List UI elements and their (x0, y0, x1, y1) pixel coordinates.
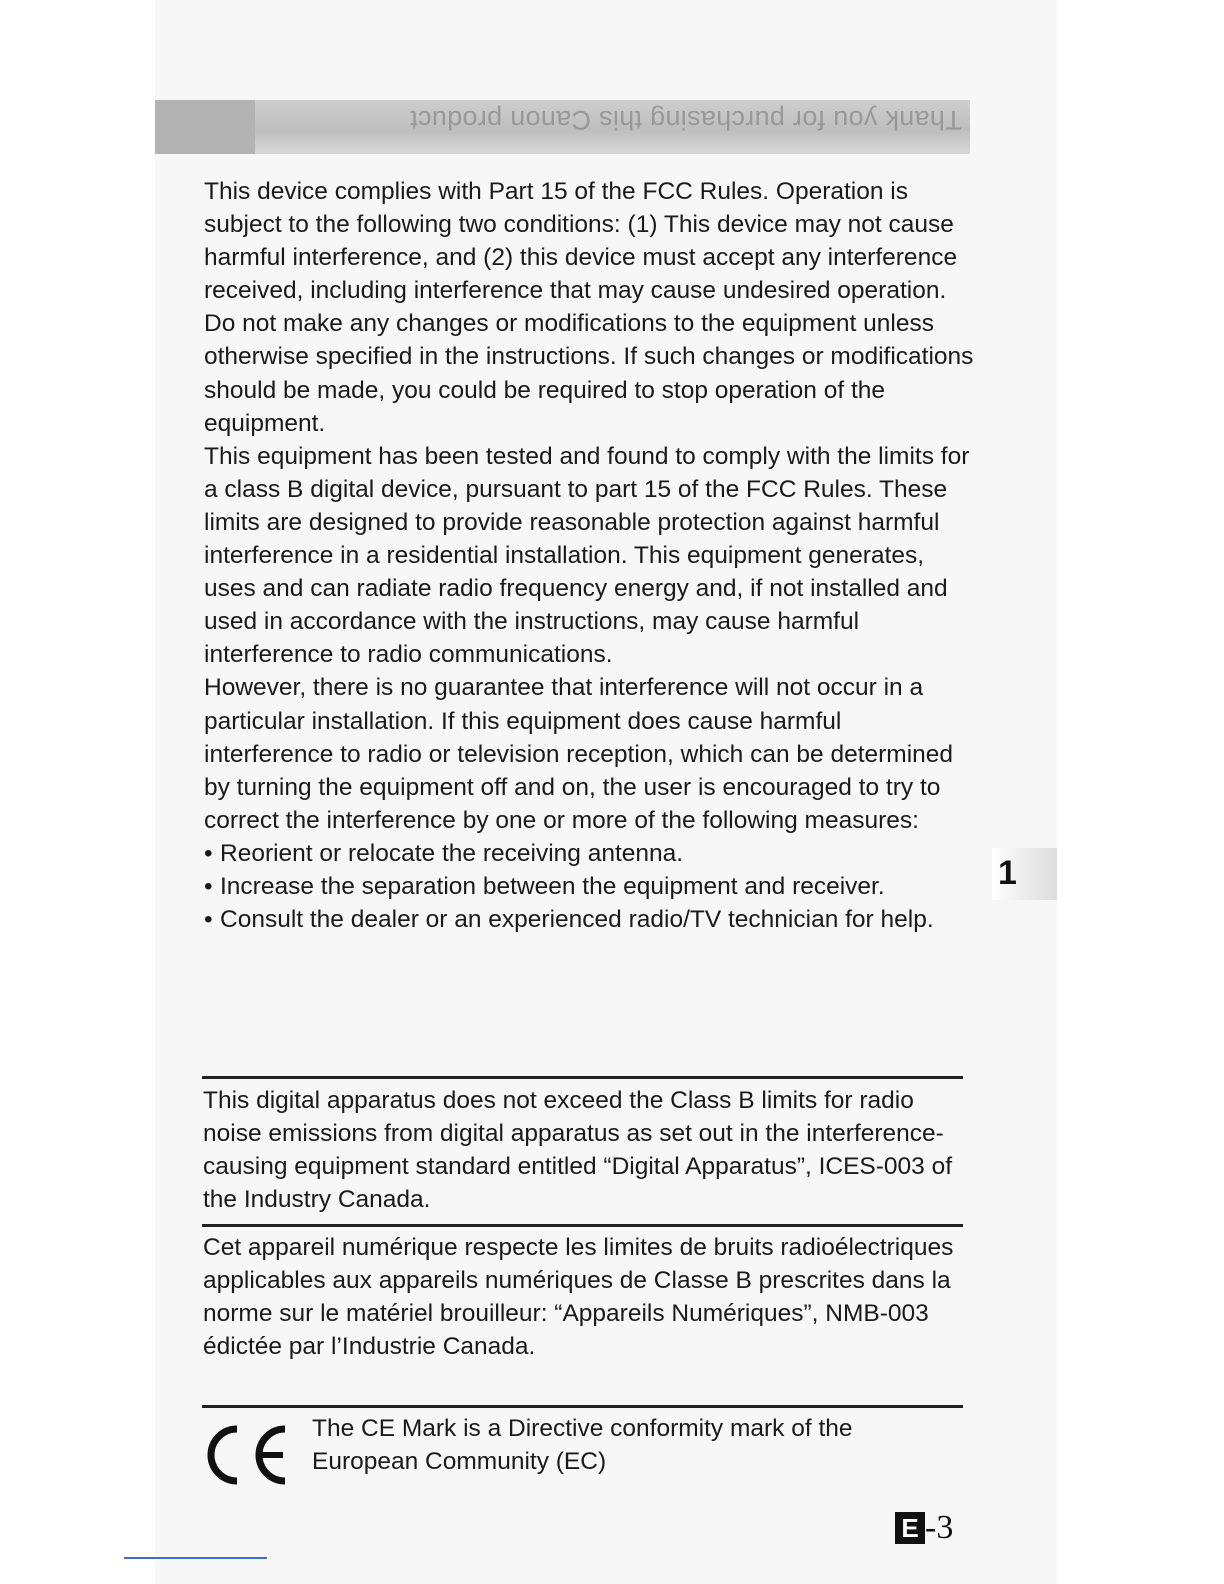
page-number (895, 1510, 953, 1550)
chapter-number: 1 (998, 854, 1017, 892)
list-item (204, 837, 974, 870)
header-corner-tab (155, 100, 255, 154)
list-item (204, 903, 974, 936)
page-prefix-badge: E (895, 1512, 925, 1544)
footer-line (124, 1557, 267, 1559)
fcc-notice (204, 175, 974, 936)
divider (202, 1076, 963, 1079)
chapter-tab (992, 848, 1057, 900)
fcc-paragraph-1: This device complies with Part 15 of the FCC Rules. Operation is subject to the following two conditions: (1) This device may not cause harmful interference, and (2) this device must accept any interference received, including interference that may cause undesired operation. (204, 178, 958, 305)
fcc-paragraph-2: Do not make any changes or modifications to the equipment unless otherwise specified in the instructions. If such changes or modifications should be made, you could be required to stop operation of the equipment. (204, 310, 974, 437)
ce-mark-text: The CE Mark is a Directive conformity mark of the European Community (EC) (312, 1415, 853, 1476)
page-number-value: -3 (925, 1509, 954, 1546)
header-band (155, 100, 970, 154)
divider (202, 1405, 963, 1408)
list-item (204, 870, 974, 903)
divider (202, 1224, 963, 1227)
mirrored-header-title: Thank you for purchasing this Canon product (410, 105, 962, 135)
canada-english-notice: This digital apparatus does not exceed the Class B limits for radio noise emissions from digital apparatus as set out in the interference-causing equipment standard entitled “Digital Apparatus”, ICES-003 of the Industry Canada. (203, 1087, 953, 1214)
fcc-paragraph-3: This equipment has been tested and found to comply with the limits for a class B digital device, pursuant to part 15 of the FCC Rules. These limits are designed to provide reasonable protection against harmful interference in a residential installation. This equipment generates, uses and can radiate radio frequency energy and, if not installed and used in accordance with the instructions, may cause harmful interference to radio communications. (204, 442, 970, 669)
fcc-measures-list (204, 837, 974, 936)
fcc-paragraph-4: However, there is no guarantee that interference will not occur in a particular installation. If this equipment does cause harmful interference to radio or television reception, which can be determined by turning the equipment off and on, the user is encouraged to try to correct the interference by one or more of the following measures: (204, 674, 954, 834)
list-item-text: Reorient or relocate the receiving antenna. (220, 839, 684, 867)
bullet-icon: • (204, 906, 213, 934)
list-item-text: Increase the separation between the equipment and receiver. (220, 872, 885, 900)
bullet-icon: • (204, 839, 213, 867)
canada-french-notice: Cet appareil numérique respecte les limites de bruits radioélectriques applicables aux appareils numériques de Classe B prescrites dans la norme sur le matériel brouilleur: “Appareils Numériques”, NMB-003 édictée par l’Industrie Canada. (203, 1234, 954, 1361)
bullet-icon: • (204, 872, 213, 900)
list-item-text: Consult the dealer or an experienced radio/TV technician for help. (220, 906, 934, 934)
ce-mark-icon (203, 1423, 289, 1487)
